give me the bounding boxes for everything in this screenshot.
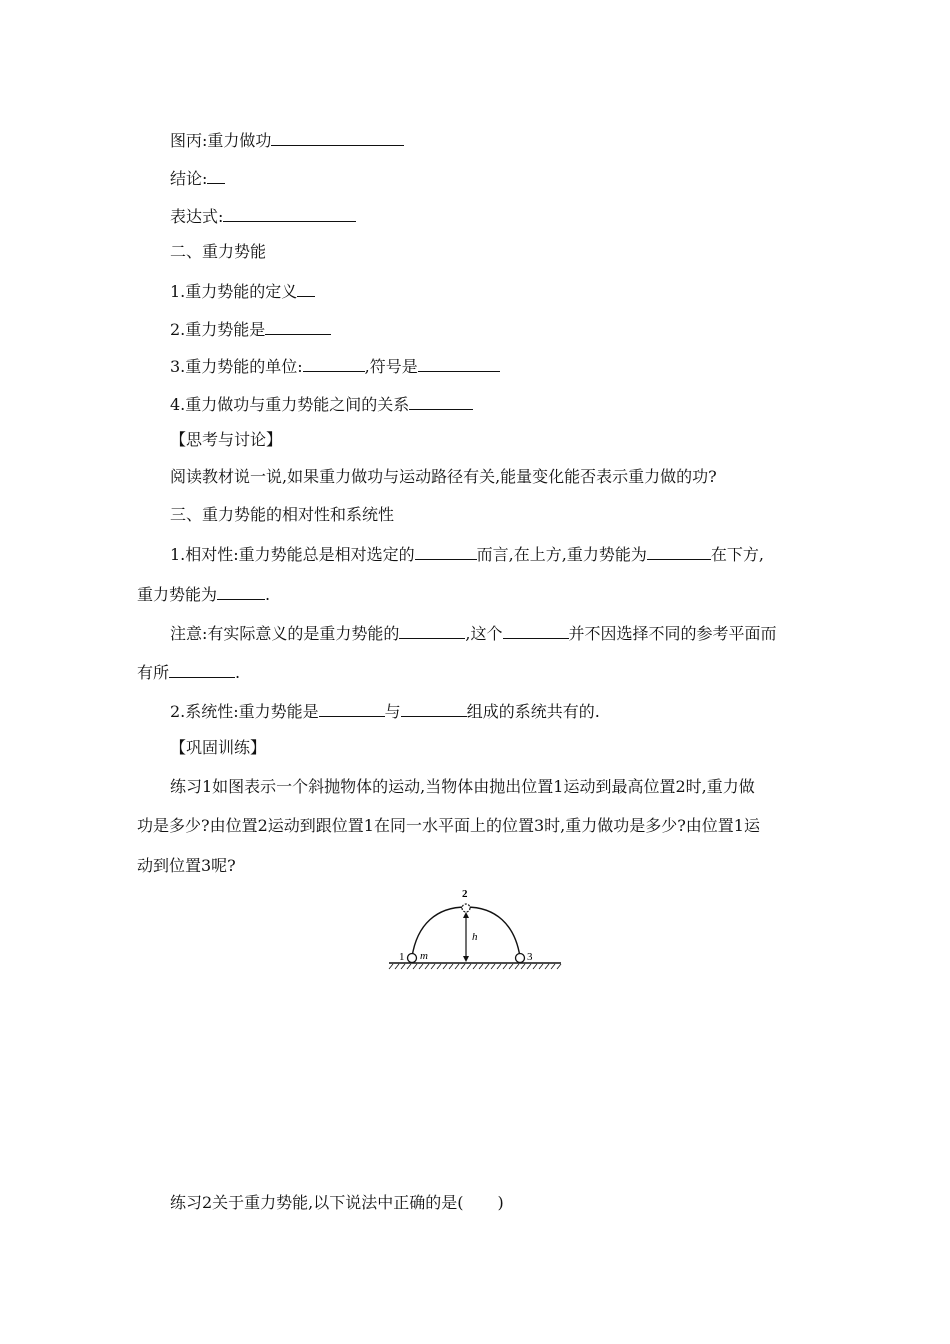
exercise-2-line: 练习2关于重力势能,以下说法中正确的是( ) — [170, 1193, 504, 1212]
section-heading-2: 二、重力势能 — [170, 242, 267, 261]
blank — [399, 622, 465, 639]
height-arrow-down — [463, 956, 469, 962]
blank — [265, 318, 331, 335]
blank — [207, 167, 225, 184]
note-line-2: 有所 . — [137, 663, 241, 682]
ball-position-2 — [462, 904, 470, 912]
blank — [319, 700, 385, 717]
blank — [647, 543, 711, 560]
think-discuss-question: 阅读教材说一说,如果重力做功与运动路径有关,能量变化能否表示重力做的功? — [170, 467, 717, 486]
systematic-line: 2.系统性:重力势能是 与 组成的系统共有的. — [170, 702, 600, 721]
note-line-1: 注意:有实际意义的是重力势能的 ,这个 并不因选择不同的参考平面而 — [170, 624, 777, 643]
item-2-is: 2.重力势能是 — [170, 318, 331, 340]
ground-hatching — [389, 964, 561, 969]
label-mass: m — [420, 950, 428, 962]
blank — [169, 661, 235, 678]
blank — [409, 393, 473, 410]
line-conclusion: 结论: — [170, 167, 225, 189]
think-discuss-heading: 【思考与讨论】 — [170, 430, 283, 449]
blank — [297, 280, 315, 297]
line-expression: 表达式: — [170, 205, 356, 227]
blank — [415, 543, 477, 560]
label-position-1: 1 — [399, 951, 405, 963]
ball-position-1 — [408, 954, 417, 963]
exercise-1-line-2: 功是多少?由位置2运动到跟位置1在同一水平面上的位置3时,重力做功是多少?由位置1运 — [137, 816, 760, 835]
projectile-figure — [385, 884, 565, 974]
blank — [401, 700, 467, 717]
relativity-line-1: 1.相对性:重力势能总是相对选定的 而言,在上方,重力势能为 在下方, — [170, 545, 764, 564]
relativity-line-2: 重力势能为 . — [137, 585, 271, 604]
item-1-definition: 1.重力势能的定义 — [170, 280, 315, 302]
blank — [217, 583, 265, 600]
label-position-3: 3 — [527, 951, 533, 963]
blank — [271, 129, 404, 146]
line-fig-c-work: 图丙:重力做功 — [170, 129, 404, 151]
exercise-1-line-3: 动到位置3呢? — [137, 856, 236, 875]
height-arrow-up — [463, 912, 469, 918]
item-3-unit: 3.重力势能的单位: ,符号是 — [170, 355, 500, 377]
consolidation-heading: 【巩固训练】 — [170, 738, 267, 757]
blank — [303, 355, 365, 372]
label-height: h — [472, 931, 478, 943]
label-position-2: 2 — [462, 888, 468, 900]
blank — [223, 205, 356, 222]
blank — [503, 622, 569, 639]
ball-position-3 — [516, 954, 525, 963]
blank — [418, 355, 500, 372]
section-heading-3: 三、重力势能的相对性和系统性 — [170, 505, 395, 524]
item-4-relation: 4.重力做功与重力势能之间的关系 — [170, 393, 473, 415]
exercise-1-line-1: 练习1如图表示一个斜抛物体的运动,当物体由抛出位置1运动到最高位置2时,重力做 — [170, 777, 755, 796]
